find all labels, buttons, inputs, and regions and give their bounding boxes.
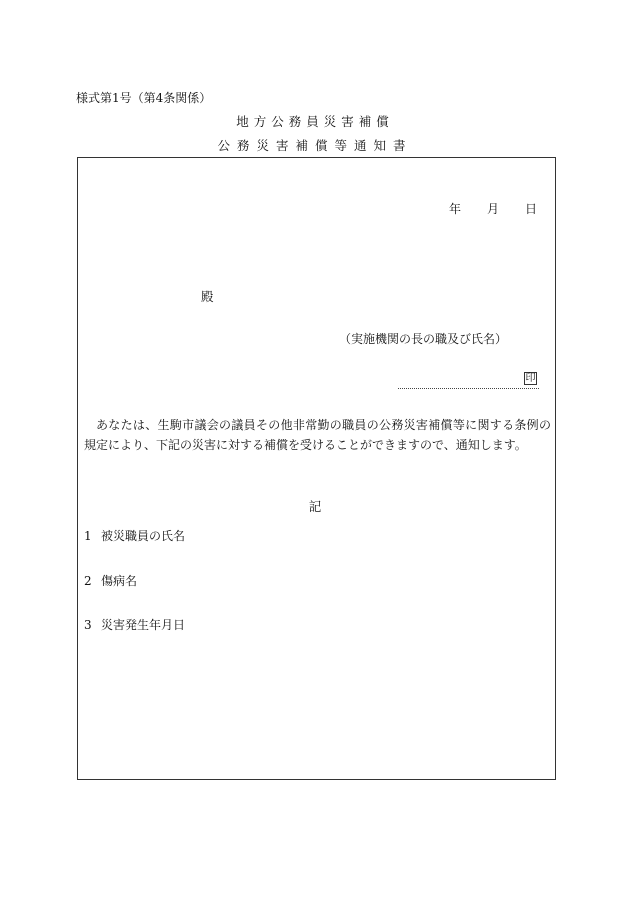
date-day-label: 日	[524, 202, 537, 216]
document-title-line-2: 公務災害補償等通知書	[217, 138, 413, 153]
notice-body-text: あなたは、生駒市議会の議員その他非常勤の職員の公務災害補償等に関する条例の規定により、下記の災害に対する補償を受けることができますので、通知します。	[84, 418, 551, 452]
record-item-number: 2	[84, 574, 92, 588]
date-month-label: 月	[486, 202, 499, 216]
record-item-number: 3	[84, 618, 92, 632]
record-item-number: 1	[84, 529, 92, 543]
record-heading: 記	[308, 499, 322, 514]
record-item-label: 被災職員の氏名	[101, 529, 186, 543]
record-item	[84, 572, 137, 589]
form-number: 様式第1号（第4条関係）	[76, 91, 212, 105]
document-title-line-1: 地方公務員災害補償	[236, 114, 394, 129]
date-year-label: 年	[448, 202, 461, 216]
record-item-label: 災害発生年月日	[101, 618, 186, 632]
record-item	[84, 527, 185, 544]
record-item-label: 傷病名	[101, 574, 138, 588]
record-item	[84, 616, 185, 633]
date-line	[449, 200, 537, 217]
seal-mark: 印	[525, 373, 536, 384]
addressee-honorific: 殿	[201, 289, 214, 304]
form-frame	[77, 157, 556, 780]
signature-dotted-line	[398, 388, 539, 389]
issuer-caption: （実施機関の長の職及び氏名）	[339, 332, 508, 346]
